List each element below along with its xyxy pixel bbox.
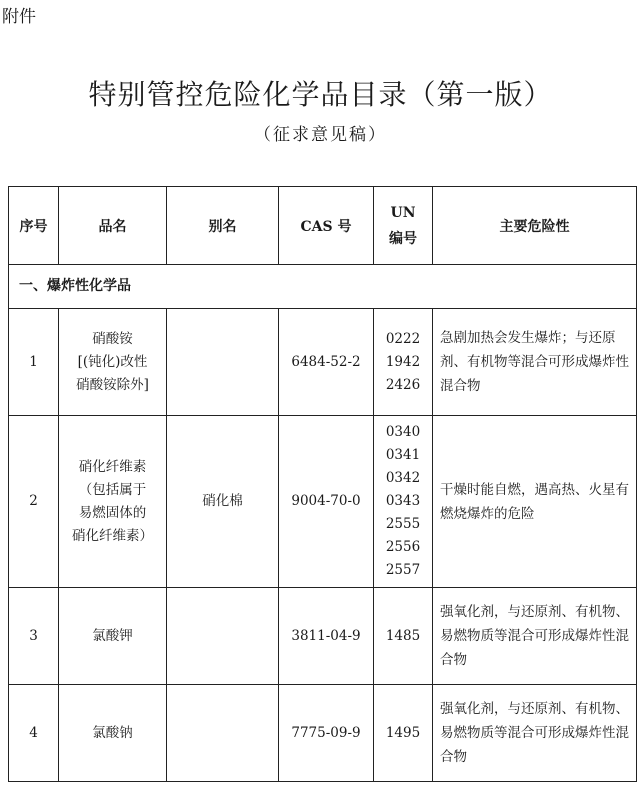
row-number: 3 [9, 588, 59, 685]
un-number: 1485 [385, 627, 421, 644]
un-numbers [374, 416, 433, 588]
chemical-alias: 硝化棉 [167, 416, 279, 588]
chemical-name [59, 416, 167, 588]
row-number: 2 [9, 416, 59, 588]
document-subtitle: （征求意见稿） [254, 125, 387, 145]
un-number: 2556 [385, 539, 421, 555]
header-hazard: 主要危险性 [433, 187, 637, 265]
header-un [374, 187, 433, 265]
chemical-name-line: （包括属于 [78, 481, 147, 498]
un-numbers [374, 309, 433, 416]
un-number: 1942 [385, 353, 421, 370]
header-name: 品名 [59, 187, 167, 265]
un-numbers [374, 685, 433, 782]
chemical-name-line: [(钝化)改性 [77, 353, 148, 370]
cas-number: 6484-52-2 [279, 309, 374, 416]
attachment-label: 附件 [2, 7, 36, 27]
cas-number: 7775-09-9 [279, 685, 374, 782]
chemical-alias [167, 309, 279, 416]
un-number: 2557 [385, 562, 421, 578]
chemical-name [59, 588, 167, 685]
chemical-name-line: 硝酸铵 [92, 330, 133, 347]
un-number: 0222 [385, 330, 421, 347]
header-no: 序号 [9, 187, 59, 265]
chemical-name-line: 氯酸钾 [92, 627, 133, 644]
chemical-name [59, 309, 167, 416]
un-numbers [374, 588, 433, 685]
row-number: 1 [9, 309, 59, 416]
header-un-top: UN [390, 204, 416, 221]
un-number: 2426 [385, 376, 421, 393]
cas-number: 3811-04-9 [279, 588, 374, 685]
un-number: 0341 [385, 447, 421, 463]
section-row [9, 265, 637, 309]
chemical-name-line: 硝酸铵除外] [76, 376, 149, 393]
chemical-name-line: 易燃固体的 [78, 504, 147, 521]
un-number: 0340 [385, 424, 421, 440]
main-hazard: 强氧化剂，与还原剂、有机物、易燃物质等混合可形成爆炸性混合物 [433, 685, 637, 782]
header-un-bottom: 编号 [389, 230, 417, 247]
table-row [9, 309, 637, 416]
un-number: 0343 [385, 493, 421, 509]
chemical-alias [167, 588, 279, 685]
un-number: 2555 [385, 516, 421, 532]
table-row [9, 588, 637, 685]
chemical-name [59, 685, 167, 782]
un-number: 0342 [385, 470, 421, 486]
table-row [9, 685, 637, 782]
table-header-row [9, 187, 637, 265]
header-alias: 别名 [167, 187, 279, 265]
un-number: 1495 [385, 724, 421, 741]
chemical-name-line: 氯酸钠 [92, 724, 133, 741]
document-title: 特别管控危险化学品目录（第一版） [88, 78, 553, 111]
section-title: 一、爆炸性化学品 [9, 265, 637, 309]
chemical-name-line: 硝化纤维素 [78, 458, 147, 475]
chemicals-table [8, 186, 637, 782]
table-row [9, 416, 637, 588]
chemical-alias [167, 685, 279, 782]
main-hazard: 强氧化剂，与还原剂、有机物、易燃物质等混合可形成爆炸性混合物 [433, 588, 637, 685]
cas-number: 9004-70-0 [279, 416, 374, 588]
chemical-name-line: 硝化纤维素） [72, 527, 153, 544]
main-hazard: 急剧加热会发生爆炸；与还原剂、有机物等混合可形成爆炸性混合物 [433, 309, 637, 416]
header-cas: CAS 号 [279, 187, 374, 265]
row-number: 4 [9, 685, 59, 782]
main-hazard: 干燥时能自燃，遇高热、火星有燃烧爆炸的危险 [433, 416, 637, 588]
